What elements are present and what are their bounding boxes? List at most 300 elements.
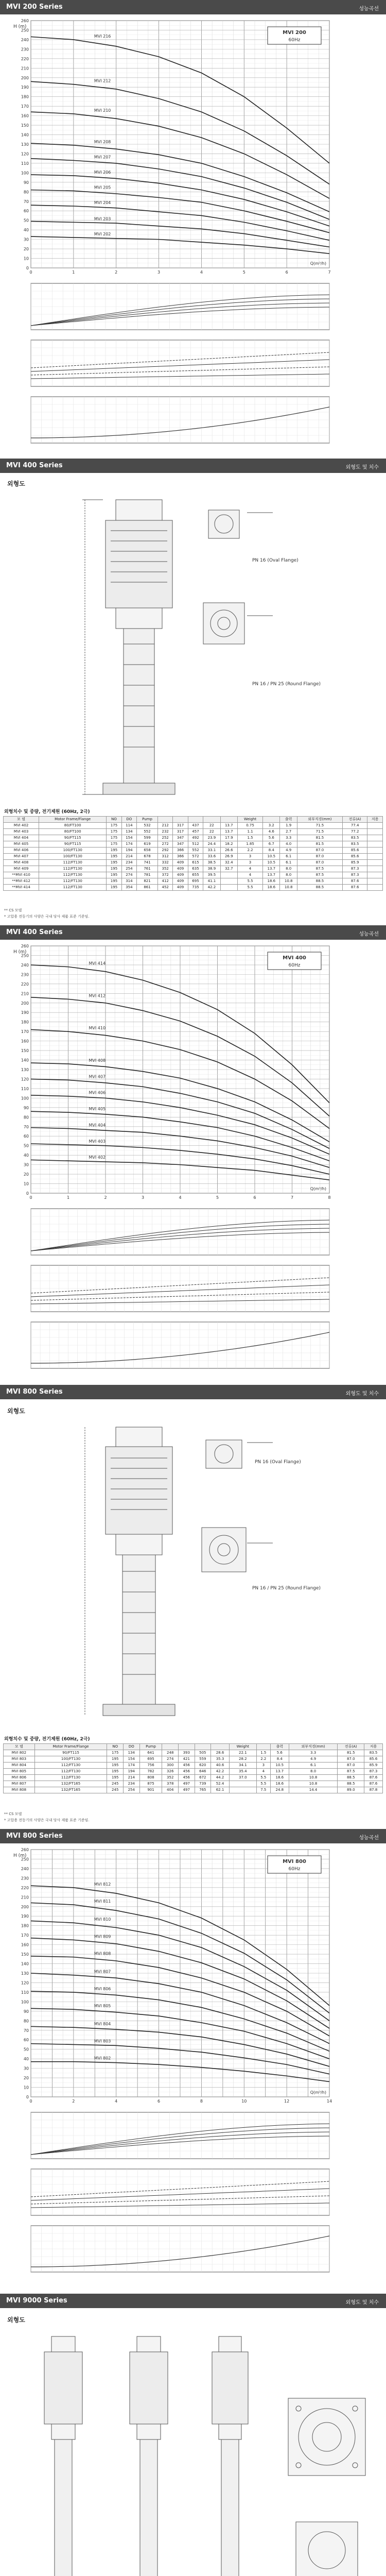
y-tick-label: 100 xyxy=(21,171,29,176)
table-cell: 10.8 xyxy=(289,1775,338,1781)
table-cell: 18.6 xyxy=(270,1775,289,1781)
section-header-mvi800 xyxy=(0,1829,386,1843)
section-header-mvi800-dim xyxy=(0,1385,386,1399)
table-cell: MVI 805 xyxy=(4,1769,35,1775)
table-cell: 88.5 xyxy=(338,1775,364,1781)
table-cell: 112/FT130 xyxy=(39,878,107,885)
column-header: 전류(A) xyxy=(338,1744,364,1750)
table-cell: 615 xyxy=(188,860,203,866)
section-header-mvi9000-dim xyxy=(0,2294,386,2308)
column-header: NO xyxy=(107,817,121,823)
y-tick-label: 230 xyxy=(21,972,29,977)
x-tick-label: 12 xyxy=(284,2099,290,2104)
table-cell: 10.8 xyxy=(289,1781,338,1787)
table-cell: 658 xyxy=(137,848,158,854)
y-tick-label: 250 xyxy=(21,953,29,958)
y-tick-label: 0 xyxy=(26,2095,29,2099)
table-cell: 14.4 xyxy=(289,1787,338,1793)
series-label: MVI 406 xyxy=(89,1090,106,1095)
table-cell: 195 xyxy=(107,1756,124,1762)
series-label: MVI 403 xyxy=(89,1139,106,1144)
table-cell: 175 xyxy=(107,1750,124,1756)
table-row xyxy=(4,866,383,872)
table-cell: 71.5 xyxy=(297,829,342,835)
table-cell: 292 xyxy=(158,848,173,854)
x-tick-label: 4 xyxy=(200,270,203,275)
table-header-row xyxy=(4,817,383,823)
table-cell: 6.7 xyxy=(263,841,280,848)
series-label: MVI 802 xyxy=(94,2056,111,2061)
section-subtitle: 외형도 및 치수 xyxy=(345,2300,379,2306)
table-cell: 34.1 xyxy=(229,1762,256,1769)
table-row xyxy=(4,841,383,848)
y-tick-label: 190 xyxy=(21,1010,29,1015)
table-cell: 765 xyxy=(195,1787,211,1793)
table-cell: MVI 408 xyxy=(4,860,39,866)
table-cell: 214 xyxy=(124,1775,140,1781)
series-label: MVI 414 xyxy=(89,961,106,966)
table-cell: MVI 409 xyxy=(4,866,39,872)
chart-title: MVI 200 xyxy=(283,30,306,36)
table-row xyxy=(4,885,383,891)
table-cell: 83.5 xyxy=(364,1750,383,1756)
spec-table-mvi800 xyxy=(3,1743,383,1793)
table-cell: 635 xyxy=(188,866,203,872)
table-row xyxy=(4,835,383,841)
x-tick-label: 6 xyxy=(253,1195,256,1200)
table-cell xyxy=(367,872,383,878)
section-subtitle: 성능곡선 xyxy=(359,6,379,12)
table-cell: 735 xyxy=(188,885,203,891)
y-tick-label: 180 xyxy=(21,1923,29,1928)
table-cell: MVI 403 xyxy=(4,829,39,835)
x-tick-label: 14 xyxy=(326,2099,332,2104)
table-cell: 4.0 xyxy=(280,841,297,848)
table-cell: 10.5 xyxy=(263,860,280,866)
table-cell: 112/FT130 xyxy=(34,1769,107,1775)
table-cell: 195 xyxy=(107,854,121,860)
y-tick-label: 210 xyxy=(21,1895,29,1900)
table-cell: 497 xyxy=(179,1787,195,1793)
y-tick-label: 240 xyxy=(21,962,29,968)
table-cell: 6.1 xyxy=(280,854,297,860)
table-cell: 332 xyxy=(158,860,173,866)
y-tick-label: 120 xyxy=(21,151,29,157)
table-cell: 347 xyxy=(173,835,188,841)
table-cell: 409 xyxy=(173,872,188,878)
x-tick-label: 1 xyxy=(72,270,75,275)
table-cell: 88.5 xyxy=(338,1781,364,1787)
y-tick-label: 170 xyxy=(21,1933,29,1938)
y-tick-label: 40 xyxy=(23,1153,29,1158)
table-cell: **MVI 410 xyxy=(4,872,39,878)
table-cell: 1.1 xyxy=(237,829,262,835)
y-tick-label: 200 xyxy=(21,1904,29,1909)
table-cell: 80/FT100 xyxy=(39,829,107,835)
oval-flange-label: PN 16 (Oval Flange) xyxy=(255,1460,301,1465)
section-title: MVI 800 Series xyxy=(6,1388,63,1396)
table-cell: 254 xyxy=(121,866,136,872)
table-cell: 13.7 xyxy=(220,823,237,829)
table-cell: 497 xyxy=(179,1781,195,1787)
y-tick-label: 90 xyxy=(23,180,29,185)
table-cell: 37.0 xyxy=(229,1775,256,1781)
table-cell: 18.6 xyxy=(270,1781,289,1787)
table-row xyxy=(4,872,383,878)
table-cell: 248 xyxy=(162,1750,179,1756)
table-cell: 62.1 xyxy=(211,1787,230,1793)
y-tick-label: 60 xyxy=(23,2038,29,2043)
table-cell: MVI 407 xyxy=(4,854,39,860)
table-cell: 274 xyxy=(121,872,136,878)
table-cell xyxy=(367,866,383,872)
table-cell: 112/FT130 xyxy=(39,872,107,878)
table-cell: 404 xyxy=(162,1787,179,1793)
table-cell: 2.7 xyxy=(280,829,297,835)
table-cell: 80/FT100 xyxy=(39,823,107,829)
table-cell: 412 xyxy=(158,878,173,885)
table-cell: 5.5 xyxy=(256,1781,270,1787)
table-cell: 5.6 xyxy=(263,835,280,841)
table-cell: 87.6 xyxy=(343,878,367,885)
x-tick-label: 4 xyxy=(115,2099,118,2104)
table-cell: 672 xyxy=(195,1775,211,1781)
performance-chart-mvi800 xyxy=(0,1844,386,2283)
table-cell: 8.0 xyxy=(280,866,297,872)
table-note: * 고압용 전동기의 사양은 국내 당사 제품 표준 기준임. xyxy=(4,1818,90,1822)
table-cell: 195 xyxy=(107,878,121,885)
y-tick-label: 130 xyxy=(21,1067,29,1072)
table-row xyxy=(4,1787,383,1793)
table-cell: MVI 804 xyxy=(4,1762,35,1769)
column-header: 모 델 xyxy=(4,817,39,823)
y-tick-label: 220 xyxy=(21,56,29,61)
table-cell: 87.5 xyxy=(297,872,342,878)
x-tick-label: 8 xyxy=(328,1195,331,1200)
column-header: 출력 xyxy=(270,1744,289,1750)
table-cell: 81.5 xyxy=(297,835,342,841)
table-cell: 18.2 xyxy=(220,841,237,848)
table-cell: 4.9 xyxy=(289,1756,338,1762)
table-cell: 134 xyxy=(124,1750,140,1756)
table-cell: 26.6 xyxy=(220,848,237,854)
y-tick-label: 190 xyxy=(21,1914,29,1919)
outline-drawing-mvi9000 xyxy=(0,2326,386,2576)
table-cell: 782 xyxy=(139,1769,162,1775)
y-tick-label: 220 xyxy=(21,1885,29,1890)
table-cell: 761 xyxy=(137,866,158,872)
column-header xyxy=(220,817,237,823)
table-cell: 175 xyxy=(107,835,121,841)
round-flange-label: PN 16 / PN 25 (Round Flange) xyxy=(252,1586,321,1591)
y-tick-label: 260 xyxy=(21,944,29,948)
table-cell: 552 xyxy=(188,848,203,854)
table-cell: MVI 808 xyxy=(4,1787,35,1793)
table-row xyxy=(4,878,383,885)
table-cell: 195 xyxy=(107,866,121,872)
table-cell: 195 xyxy=(107,1775,124,1781)
table-cell: MVI 803 xyxy=(4,1756,35,1762)
table-row xyxy=(4,823,383,829)
table-cell: MVI 802 xyxy=(4,1750,35,1756)
y-tick-label: 250 xyxy=(21,28,29,33)
performance-chart-mvi200 xyxy=(0,15,386,453)
y-tick-label: 20 xyxy=(23,1172,29,1177)
column-header xyxy=(256,1744,270,1750)
y-tick-label: 170 xyxy=(21,1029,29,1035)
table-cell: 195 xyxy=(107,872,121,878)
y-tick-label: 10 xyxy=(23,1181,29,1187)
series-label: MVI 402 xyxy=(89,1155,106,1160)
table-cell: 33.1 xyxy=(203,848,220,854)
table-cell: 0.75 xyxy=(237,823,262,829)
series-label: MVI 206 xyxy=(94,170,111,175)
table-cell: 409 xyxy=(173,860,188,866)
table-cell: 452 xyxy=(158,885,173,891)
table-cell: 195 xyxy=(107,860,121,866)
y-tick-label: 130 xyxy=(21,1971,29,1976)
round-flange-label: PN 16 / PN 25 (Round Flange) xyxy=(252,682,321,687)
table-cell: 195 xyxy=(107,1769,124,1775)
y-tick-label: 230 xyxy=(21,1876,29,1881)
column-header xyxy=(211,1744,230,1750)
y-tick-label: 140 xyxy=(21,1058,29,1063)
x-tick-label: 6 xyxy=(157,2099,161,2104)
table-cell: 87.0 xyxy=(338,1756,364,1762)
y-tick-label: 110 xyxy=(21,161,29,166)
y-tick-label: 260 xyxy=(21,19,29,23)
table-cell: 252 xyxy=(158,835,173,841)
table-row xyxy=(4,1769,383,1775)
table-cell: 132/FT165 xyxy=(34,1781,107,1787)
column-header: Motor Frame/Flange xyxy=(39,817,107,823)
series-label: MVI 412 xyxy=(89,993,106,998)
table-cell: 85.9 xyxy=(364,1762,383,1769)
table-cell xyxy=(367,854,383,860)
table-cell: 599 xyxy=(137,835,158,841)
y-tick-label: 110 xyxy=(21,1990,29,1995)
x-tick-label: 2 xyxy=(104,1195,107,1200)
y-tick-label: 210 xyxy=(21,66,29,71)
table-cell: 28.6 xyxy=(211,1750,230,1756)
table-cell: 272 xyxy=(158,841,173,848)
table-cell: 35.4 xyxy=(229,1769,256,1775)
table-note: ** CS 모델 xyxy=(4,1812,22,1816)
x-axis-label: Q(m³/h) xyxy=(310,261,326,266)
series-label: MVI 810 xyxy=(94,1917,111,1922)
table-caption: 외형치수 및 중량, 전기제원 (60Hz, 2극) xyxy=(4,809,90,815)
series-label: MVI 808 xyxy=(94,1951,111,1956)
column-header xyxy=(188,817,203,823)
table-cell: 22 xyxy=(203,823,220,829)
series-label: MVI 407 xyxy=(89,1074,106,1079)
y-tick-label: 130 xyxy=(21,142,29,147)
table-cell: 3.3 xyxy=(280,835,297,841)
table-cell: 18.6 xyxy=(263,878,280,885)
table-cell: 100/FT130 xyxy=(39,848,107,854)
column-header xyxy=(203,817,220,823)
table-cell: 254 xyxy=(124,1787,140,1793)
spec-table-mvi400 xyxy=(3,816,383,891)
table-cell xyxy=(367,835,383,841)
section-header-mvi200 xyxy=(0,0,386,14)
table-cell: 532 xyxy=(137,823,158,829)
outline-heading: 외형도 xyxy=(7,480,25,487)
column-header: DO xyxy=(124,1744,140,1750)
table-cell: MVI 404 xyxy=(4,835,39,841)
series-label: MVI 204 xyxy=(94,200,111,205)
oval-flange-label: PN 16 (Oval Flange) xyxy=(252,558,299,563)
series-label: MVI 404 xyxy=(89,1123,106,1128)
table-cell: 10.5 xyxy=(263,854,280,860)
section-subtitle: 외형도 및 치수 xyxy=(345,465,379,470)
chart-title-freq: 60Hz xyxy=(288,1867,301,1872)
table-cell: 317 xyxy=(173,829,188,835)
table-cell: 695 xyxy=(139,1756,162,1762)
table-cell xyxy=(367,848,383,854)
table-cell: 8.0 xyxy=(280,872,297,878)
table-cell: 1.5 xyxy=(256,1750,270,1756)
table-cell: 195 xyxy=(107,1762,124,1769)
section-subtitle: 성능곡선 xyxy=(359,931,379,937)
y-tick-label: 160 xyxy=(21,113,29,118)
table-cell: 3.2 xyxy=(263,823,280,829)
y-axis-label: H (m) xyxy=(13,1853,27,1858)
x-tick-label: 6 xyxy=(285,270,288,275)
table-cell: 492 xyxy=(188,835,203,841)
table-cell: 393 xyxy=(179,1750,195,1756)
table-cell: 112/FT130 xyxy=(34,1762,107,1769)
table-cell: 90/FT115 xyxy=(39,835,107,841)
table-cell xyxy=(367,841,383,848)
table-cell: 85.6 xyxy=(364,1756,383,1762)
x-tick-label: 10 xyxy=(241,2099,247,2104)
y-tick-label: 120 xyxy=(21,1980,29,1986)
table-cell: 195 xyxy=(107,885,121,891)
table-cell: 2.2 xyxy=(237,848,262,854)
y-tick-label: 30 xyxy=(23,1162,29,1167)
table-cell: 8.4 xyxy=(270,1756,289,1762)
series-label: MVI 803 xyxy=(94,2039,111,2044)
x-tick-label: 0 xyxy=(29,1195,32,1200)
table-cell: 154 xyxy=(121,835,136,841)
y-tick-label: 200 xyxy=(21,1001,29,1006)
y-tick-label: 70 xyxy=(23,199,29,204)
y-tick-label: 60 xyxy=(23,1134,29,1139)
table-cell: 741 xyxy=(137,860,158,866)
table-cell: 314 xyxy=(121,878,136,885)
table-cell: 3.3 xyxy=(289,1750,338,1756)
y-tick-label: 150 xyxy=(21,1952,29,1957)
table-cell: 32.7 xyxy=(220,866,237,872)
table-cell: 756 xyxy=(139,1762,162,1769)
table-cell: 13.7 xyxy=(263,872,280,878)
y-tick-label: 80 xyxy=(23,1115,29,1120)
table-cell: 87.0 xyxy=(297,854,342,860)
table-cell: 875 xyxy=(139,1781,162,1787)
table-cell: 5.5 xyxy=(256,1775,270,1781)
table-cell: 437 xyxy=(188,823,203,829)
table-cell: 83.5 xyxy=(343,841,367,848)
table-cell: 13.7 xyxy=(263,866,280,872)
x-tick-label: 0 xyxy=(29,2099,32,2104)
table-cell: MVI 806 xyxy=(4,1775,35,1781)
table-cell: 42.2 xyxy=(211,1769,230,1775)
table-note: * 고압용 전동기의 사양은 국내 당사 제품 표준 기준임. xyxy=(4,914,90,919)
table-cell: 1.9 xyxy=(280,823,297,829)
table-cell: 100/FT130 xyxy=(39,854,107,860)
series-label: MVI 807 xyxy=(94,1969,111,1974)
table-caption: 외형치수 및 중량, 전기제원 (60Hz, 2극) xyxy=(4,1737,90,1742)
section-title: MVI 200 Series xyxy=(6,3,63,11)
x-axis-label: Q(m³/h) xyxy=(310,1187,326,1191)
table-cell: 821 xyxy=(137,878,158,885)
table-cell: 409 xyxy=(173,878,188,885)
y-tick-label: 10 xyxy=(23,2085,29,2090)
y-axis-label: H (m) xyxy=(13,24,27,29)
table-cell: 326 xyxy=(162,1769,179,1775)
table-cell: 619 xyxy=(137,841,158,848)
table-cell: 347 xyxy=(173,841,188,848)
table-cell: 83.5 xyxy=(343,835,367,841)
table-cell: 114 xyxy=(121,823,136,829)
y-tick-label: 10 xyxy=(23,256,29,261)
y-tick-label: 150 xyxy=(21,1048,29,1054)
table-cell xyxy=(220,872,237,878)
table-cell: 1.5 xyxy=(237,835,262,841)
table-cell: 214 xyxy=(121,854,136,860)
y-tick-label: 260 xyxy=(21,1848,29,1852)
table-cell: 808 xyxy=(139,1775,162,1781)
x-tick-label: 4 xyxy=(179,1195,182,1200)
table-cell: 87.6 xyxy=(364,1781,383,1787)
table-cell: 456 xyxy=(179,1775,195,1781)
table-row xyxy=(4,1775,383,1781)
table-cell: 505 xyxy=(195,1750,211,1756)
table-cell: 8.4 xyxy=(263,848,280,854)
table-header-row xyxy=(4,1744,383,1750)
y-tick-label: 0 xyxy=(26,266,29,270)
series-label: MVI 410 xyxy=(89,1026,106,1031)
table-note: ** CS 모델 xyxy=(4,908,22,912)
table-row xyxy=(4,1762,383,1769)
series-label: MVI 207 xyxy=(94,155,111,160)
y-tick-label: 240 xyxy=(21,37,29,42)
table-cell: 71.5 xyxy=(297,823,342,829)
x-tick-label: 1 xyxy=(66,1195,70,1200)
x-tick-label: 8 xyxy=(200,2099,203,2104)
table-cell: 85.6 xyxy=(343,854,367,860)
table-cell: 77.2 xyxy=(343,829,367,835)
y-tick-label: 50 xyxy=(23,218,29,223)
x-tick-label: 3 xyxy=(141,1195,145,1200)
table-cell: 409 xyxy=(173,885,188,891)
table-cell: 4 xyxy=(256,1769,270,1775)
x-tick-label: 3 xyxy=(157,270,161,275)
y-tick-label: 40 xyxy=(23,2057,29,2062)
y-tick-label: 50 xyxy=(23,1143,29,1148)
table-cell: 901 xyxy=(139,1787,162,1793)
column-header: 저용 xyxy=(367,817,383,823)
x-tick-label: 0 xyxy=(29,270,32,275)
table-cell: 352 xyxy=(158,866,173,872)
y-tick-label: 0 xyxy=(26,1191,29,1196)
y-tick-label: 70 xyxy=(23,1124,29,1129)
chart-title: MVI 800 xyxy=(283,1859,306,1865)
table-cell: 5.5 xyxy=(237,885,262,891)
y-tick-label: 220 xyxy=(21,981,29,987)
series-label: MVI 804 xyxy=(94,2022,111,2027)
